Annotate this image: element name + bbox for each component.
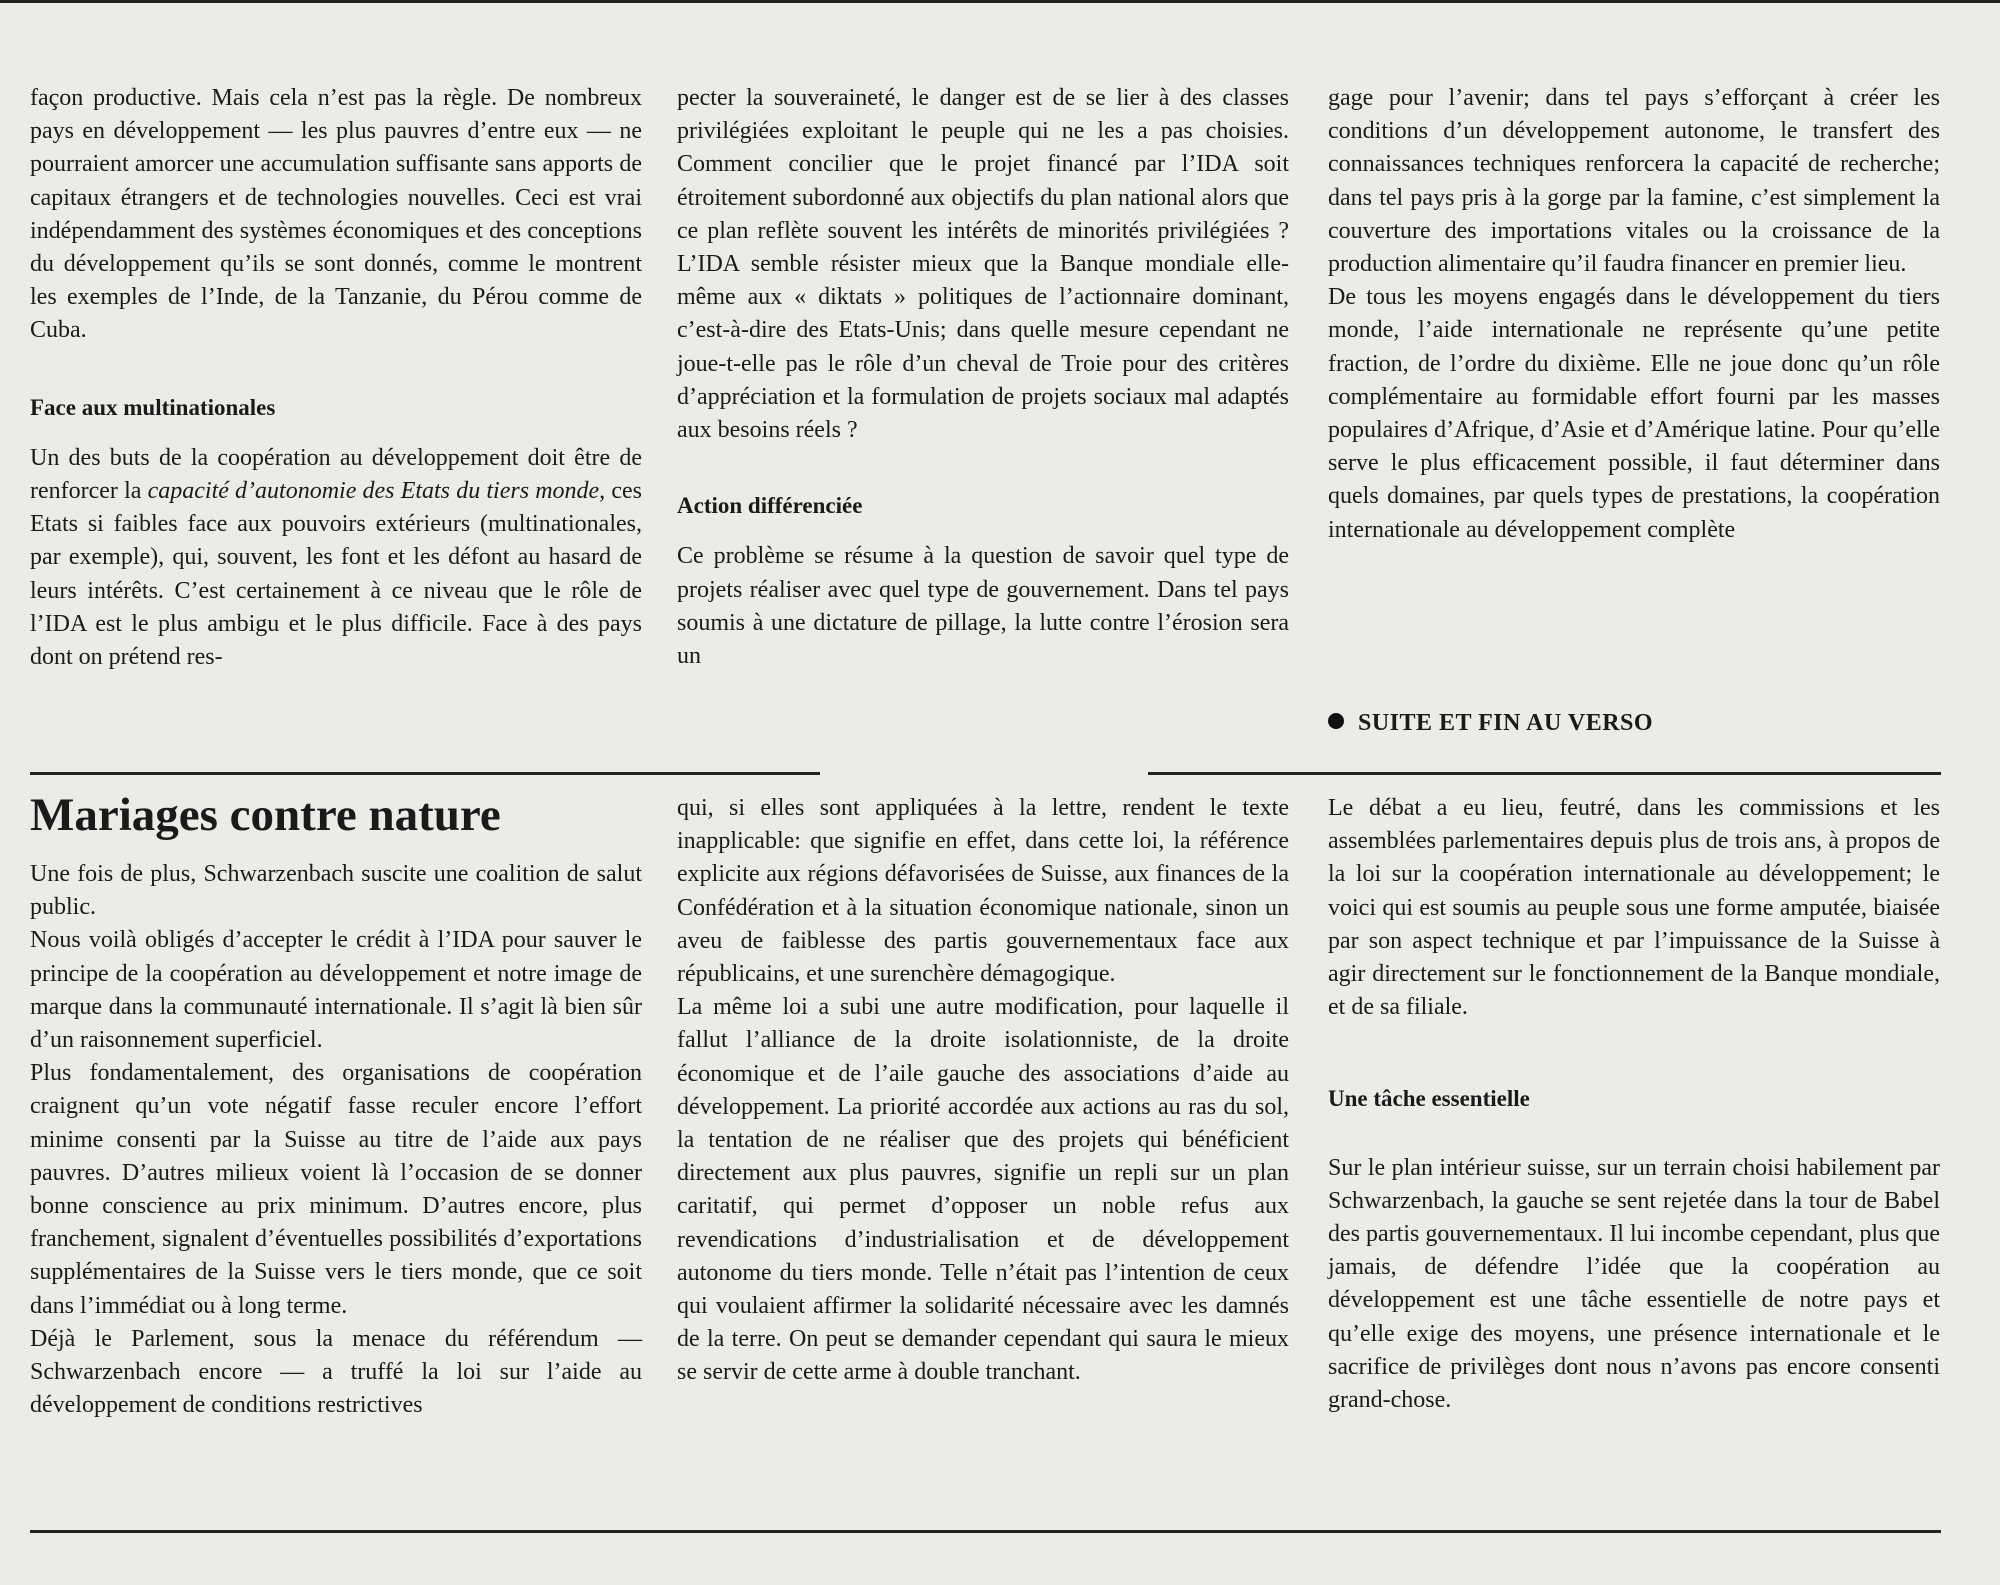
continued-note: SUITE ET FIN AU VERSO bbox=[1328, 710, 1653, 737]
paragraph: De tous les moyens engagés dans le développement du tiers monde, l’aide internationale ne représente qu’une petite fraction, de l’ordre du dixième. Elle ne joue donc qu’un rôle complémentaire au formidable effort fourni par les masses populaires d’Afrique, d’Asie et d’Amérique latine. Pour qu’elle serve le plus efficacement possible, il faut déterminer dans quels domaines, par quels types de prestations, la coopération internationale au développement complète bbox=[1328, 284, 1940, 543]
paragraph: Sur le plan intérieur suisse, sur un terrain choisi habilement par Schwarzenbach, la gauche se sent rejetée dans la tour de Babel des partis gouvernementaux. Il lui incombe cependant, plus que jamais, de défendre l’idée que la coopération au développement est une tâche essentielle de notre pays et qu’elle exige des moyens, une présence internationale et le sacrifice de privilèges dont nous n’avons pas encore consenti grand-chose. bbox=[1328, 1154, 1940, 1414]
bottom-column-1 bbox=[30, 858, 642, 1422]
paragraph: Plus fondamentalement, des organisations de coopération craignent qu’un vote négatif fasse reculer encore l’effort minime consenti par la Suisse au titre de l’aide aux pays pauvres. D’autres milieux voient là l’occasion de se donner bonne conscience au prix minimum. D’autres encore, plus franchement, signalent d’éventuelles possibilités d’exportations supplémentaires de la Suisse vers le tiers monde, que ce soit dans l’immédiat ou à long terme. bbox=[30, 1060, 642, 1319]
paragraph: Le débat a eu lieu, feutré, dans les commissions et les assemblées parlementaires depuis plus de trois ans, à propos de la loi sur la coopération internationale au développement; le voici qui est soumis au peuple sous une forme amputée, biaisée par son aspect technique et par l’impuissance de la Suisse à agir directement sur le fonctionnement de la Banque mondiale, et de sa filiale. bbox=[1328, 795, 1940, 1021]
top-column-1 bbox=[30, 82, 642, 674]
top-column-2 bbox=[677, 82, 1289, 673]
bottom-column-3 bbox=[1328, 792, 1940, 1417]
paragraph: Nous voilà obligés d’accepter le crédit à l’IDA pour sauver le principe de la coopération au développement et notre image de marque dans la communauté internationale. Il s’agit là bien sûr d’un raisonnement superficiel. bbox=[30, 927, 642, 1054]
paragraph: façon productive. Mais cela n’est pas la règle. De nombreux pays en développement — les plus pauvres d’entre eux — ne pourraient amorcer une accumulation suffisante sans apports de capitaux étrangers et de technologies nouvelles. Ceci est vrai indépendamment des systèmes économiques et des conceptions du développement qu’ils se sont donnés, comme le montrent les exemples de l’Inde, de la Tanzanie, du Pérou comme de Cuba. bbox=[30, 85, 642, 344]
article-title: Mariages contre nature bbox=[30, 789, 501, 841]
paragraph: Une fois de plus, Schwarzenbach suscite une coalition de salut public. bbox=[30, 861, 642, 921]
separator-rule-right bbox=[1148, 772, 1941, 775]
bottom-column-2 bbox=[677, 792, 1289, 1390]
separator-rule-left bbox=[30, 772, 820, 775]
paragraph: pecter la souveraineté, le danger est de se lier à des classes privilégiées exploitant le peuple qui ne les a pas choisies. Comment concilier que le projet financé par l’IDA soit étroitement subordonné aux objectifs du plan national alors que ce plan reflète souvent les intérêts de minorités privilégiées ? L’IDA semble résister mieux que la Banque mondiale elle-même aux « diktats » politiques de l’actionnaire dominant, c’est-à-dire des Etats-Unis; dans quelle mesure cependant ne joue-t-elle pas le rôle d’un cheval de Troie pour des critères d’appréciation et la formulation de projets sociaux mal adaptés aux besoins réels ? bbox=[677, 85, 1289, 444]
bottom-rule bbox=[30, 1530, 1941, 1533]
paragraph: Ce problème se résume à la question de savoir quel type de projets réaliser avec quel type de gouvernement. Dans tel pays soumis à une dictature de pillage, la lutte contre l’érosion sera un bbox=[677, 543, 1289, 670]
top-column-3 bbox=[1328, 82, 1940, 547]
paragraph: Déjà le Parlement, sous la menace du référendum — Schwarzenbach encore — a truffé la loi sur l’aide au développement de conditions restrictives bbox=[30, 1325, 642, 1419]
top-border-rule bbox=[0, 0, 2000, 3]
paragraph: gage pour l’avenir; dans tel pays s’efforçant à créer les conditions d’un développement autonome, le transfert des connaissances techniques renforcera la capacité de recherche; dans tel pays pris à la gorge par la famine, c’est simplement la couverture des importations vitales ou la croissance de la production alimentaire qu’il faudra financer en premier lieu. bbox=[1328, 85, 1940, 278]
paragraph: Un des buts de la coopération au développement doit être de renforcer la capacité d’autonomie des Etats du tiers monde, ces Etats si faibles face aux pouvoirs extérieurs (multinationales, par exemple), qui, souvent, les font et les défont au hasard de leurs intérêts. C’est certainement à ce niveau que le rôle de l’IDA est le plus ambigu et le plus difficile. Face à des pays dont on prétend res- bbox=[30, 444, 642, 671]
section-heading: Une tâche essentielle bbox=[1328, 1086, 1530, 1112]
paragraph: La même loi a subi une autre modification, pour laquelle il fallut l’alliance de la droite isolationniste, de la droite économique et de l’aile gauche des associations d’aide au développement. La priorité accordée aux actions au ras du sol, la tentation de ne réaliser que des projets qui bénéficient directement aux plus pauvres, signifie un repli sur un plan caritatif, qui permet d’opposer un noble refus aux revendications d’industrialisation et de développement autonome du tiers monde. Telle n’était pas l’intention de ceux qui voulaient affirmer la solidarité nécessaire avec les damnés de la terre. On peut se demander cependant qui saura le mieux se servir de cette arme à double tranchant. bbox=[677, 994, 1289, 1386]
paragraph: qui, si elles sont appliquées à la lettre, rendent le texte inapplicable: que signifie en effet, dans cette loi, la référence explicite aux régions défavorisées de Suisse, aux finances de la Confédération et à la situation économique nationale, sinon un aveu de faiblesse des partis gouvernementaux face aux républicains, et une surenchère démagogique. bbox=[677, 795, 1289, 988]
section-heading: Action différenciée bbox=[677, 493, 863, 519]
section-heading: Face aux multinationales bbox=[30, 394, 276, 420]
bullet-icon bbox=[1328, 713, 1344, 729]
emphasis-text: capacité d’autonomie des Etats du tiers monde, bbox=[147, 478, 606, 505]
